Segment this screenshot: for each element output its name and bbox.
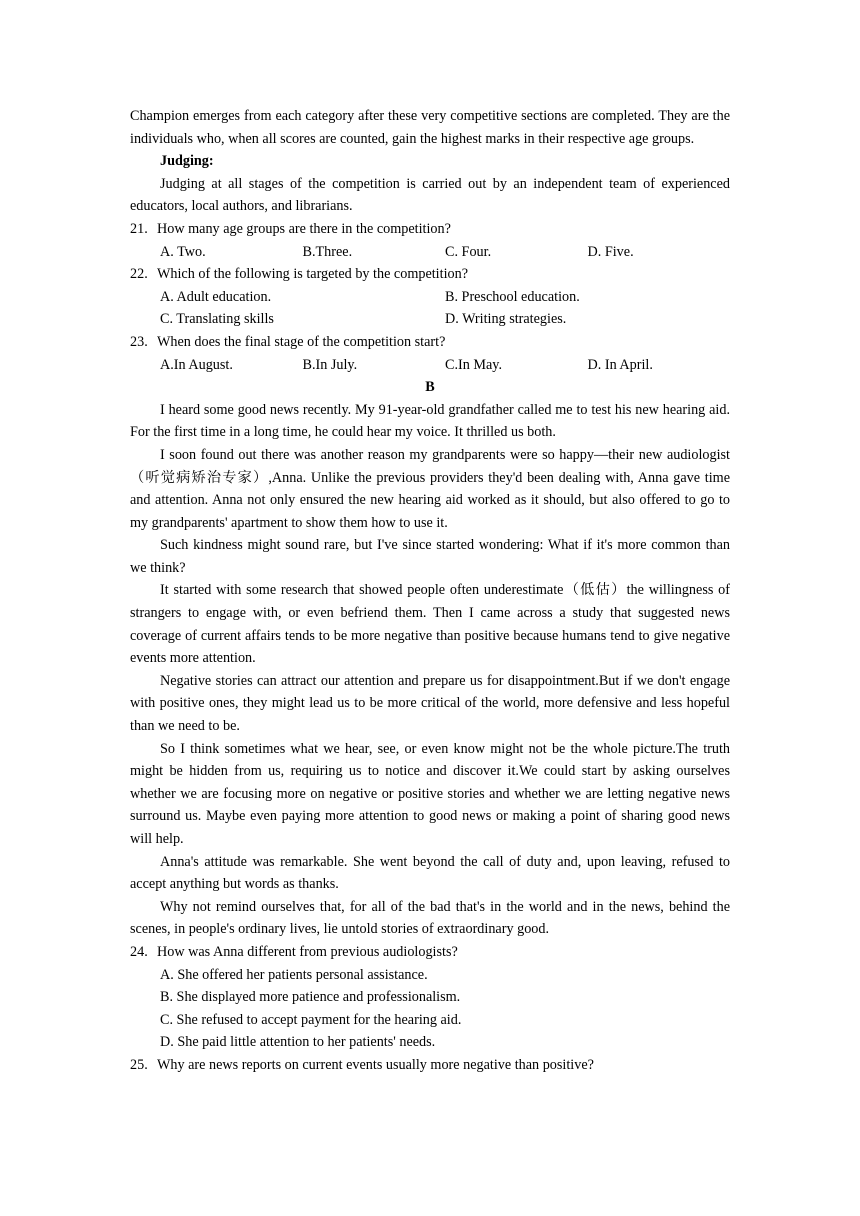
passage-b-label: B [425,379,435,396]
option-a: A.In August. [160,356,233,373]
option-b: B. Preschool education. [445,288,580,305]
option-a: A. She offered her patients personal assistance. [160,966,428,983]
question-number: 21. [130,220,148,237]
question-24 [130,941,730,964]
passage-b-paragraph-4: It started with some research that showed people often underestimate（低估）the willingness of strangers to engage with, or even befriend them. Then I came across a study that suggested news coverage of current affairs tends to be more negative than positive because humans tend to give negative events more attention. [130,582,730,667]
passage-a-tail-paragraph: Champion emerges from each category after these very competitive sections are completed. They are the individuals who, when all scores are counted, gain the highest marks in their respective age groups. [130,108,730,147]
option-a: A. Two. [160,243,206,260]
question-text: Why are news reports on current events usually more negative than positive? [157,1056,594,1073]
option-c: C. She refused to accept payment for the hearing aid. [160,1011,462,1028]
question-22-options-row-1 [130,286,730,309]
judging-paragraph: Judging at all stages of the competition is carried out by an independent team of experienced educators, local authors, and librarians. [130,175,730,215]
question-number: 25. [130,1056,148,1073]
option-c: C. Four. [445,243,492,260]
page-content [130,105,730,1077]
judging-heading: Judging: [160,153,214,170]
option-d: D. Five. [587,243,634,260]
option-c: C.In May. [445,356,503,373]
option-a: A. Adult education. [160,288,272,305]
passage-b-paragraph-2: I soon found out there was another reason my grandparents were so happy—their new audiologist（听觉病矫治专家）,Anna. Unlike the previous providers they'd been dealing with, Anna gave time and attention. Anna not only ensured the new hearing aid worked as it should, but also offered to go to my grandparents' apartment to show them how to use it. [130,446,730,531]
question-21-options [130,241,730,264]
question-number: 22. [130,266,148,283]
question-22 [130,263,730,286]
question-text: When does the final stage of the competition start? [157,333,446,350]
question-text: How many age groups are there in the competition? [157,220,451,237]
question-21 [130,218,730,241]
passage-b-paragraph-6: So I think sometimes what we hear, see, or even know might not be the whole picture.The truth might be hidden from us, requiring us to notice and discover it.We could start by asking ourselves whether we are focusing more on negative or positive stories and whether we are letting negative news surround us. Maybe even paying more attention to good news or making a point of sharing good news will help. [130,740,730,847]
option-b: B. She displayed more patience and professionalism. [160,989,461,1006]
passage-b-paragraph-7: Anna's attitude was remarkable. She went beyond the call of duty and, upon leaving, refused to accept anything but words as thanks. [130,853,730,893]
option-d: D. Writing strategies. [445,311,567,328]
passage-b-paragraph-3: Such kindness might sound rare, but I've since started wondering: What if it's more common than we think? [130,537,730,576]
question-text: Which of the following is targeted by the competition? [157,266,468,283]
question-text: How was Anna different from previous audiologists? [157,943,458,960]
option-b: B.Three. [302,243,353,260]
question-25 [130,1054,730,1077]
question-23 [130,331,730,354]
question-number: 24. [130,943,148,960]
question-23-options [130,354,730,377]
passage-b-paragraph-1: I heard some good news recently. My 91-year-old grandfather called me to test his new hearing aid. For the first time in a long time, he could hear my voice. It thrilled us both. [130,401,730,441]
question-22-options-row-2 [130,308,730,331]
passage-b-paragraph-8: Why not remind ourselves that, for all of the bad that's in the world and in the news, behind the scenes, in people's ordinary lives, lie untold stories of extraordinary good. [130,898,730,938]
option-c: C. Translating skills [160,311,274,328]
passage-b-paragraph-5: Negative stories can attract our attention and prepare us for disappointment.But if we don't engage with positive ones, they might lead us to be more critical of the world, more defensive and less hopeful than we need to be. [130,672,730,735]
option-d: D. She paid little attention to her patients' needs. [160,1034,436,1051]
question-number: 23. [130,333,148,350]
option-d: D. In April. [587,356,653,373]
option-b: B.In July. [302,356,358,373]
